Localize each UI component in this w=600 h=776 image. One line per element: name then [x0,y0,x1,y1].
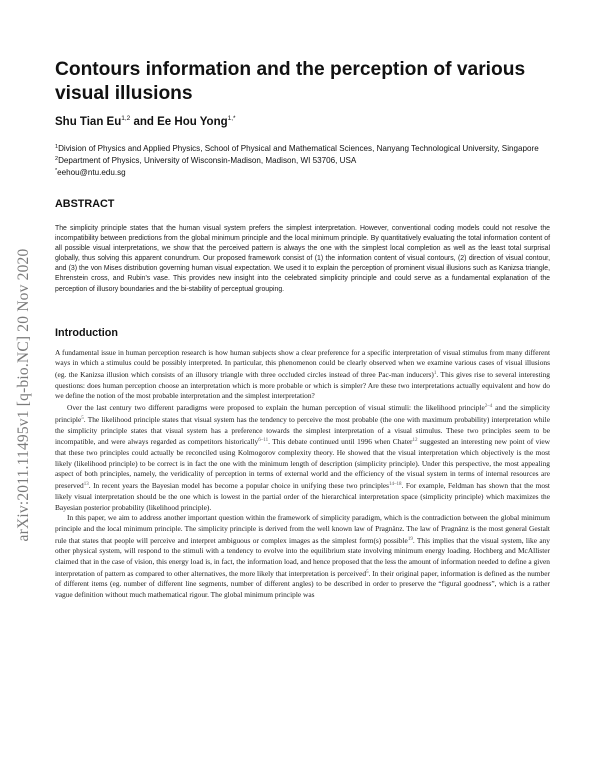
affiliation-marker: 2 [55,156,59,162]
intro-paragraph-3 [55,513,550,601]
paragraph-text: . In their original paper, information is defined as the number of different items (eg. number of different line segments, number of different angles) to be described in order to preserve the “figural goodness”, which is a rather vague definition without much mathematical rigour. The global minimum principle was [55,568,550,600]
citation: 12 [412,438,418,444]
email-text: eehou@ntu.edu.sg [57,168,126,177]
paragraph-text: . This gives rise to several interesting questions: does human perception choose an interpretation which is more probable or which is simpler? Are these two interpretations actually equivalent and how do we define the notion of the most probable interpretation and the simplest interpretation? [55,370,550,401]
paper-page [55,52,550,601]
paper-title: Contours information and the perception of various visual illusions [55,59,526,104]
paragraph-text: In this paper, we aim to address another important question within the framework of simplicity paradigm, which is the contradiction between the global minimum principle and the local minimum principle. The simplicity principle is derived from the well known law of Pragnänz. The law of Pragnänz is the most general Gestalt rule that states that people will perceive and interpret ambiguous or complex images as the simplest form(s) possible [55,513,550,545]
paragraph-text: . In recent years the Bayesian model has become a popular choice in unifying these two principles [88,481,390,491]
author-list [55,115,550,128]
introduction-heading: Introduction [55,326,118,339]
corresponding-email [55,166,550,178]
citation: 14–18 [389,482,402,488]
paragraph-text: A fundamental issue in human perception research is how human subjects show a clear preference for a specific interpretation of visual stimulus from many different ways in which a stimulus could be possibly interpreted. In particular, this phenomenon could be clearly observed when we examine various cases of visual illusions (eg. the Kanizsa illusion which consists of an illusory triangle with three occluded circles instead of three Pac-man inducers) [55,347,550,380]
affiliation-2 [55,154,550,166]
citation: 1 [433,371,437,377]
citation: 5 [81,415,84,421]
paragraph-text: suggested an interesting new point of view that these two principles could actually be reconciled using Kolmogorov complexity theory. He showed that the visual interpretation which objectively is the most likely (likelihood principle) to be correct is in fact the one with the minimum length of description (simplicity principle). Under this perspective, the most appealing aspect of both principles, namely, the veridicality of perception in terms of external world and the efficiency of the visual system in terms of internal resources are preserved [55,437,550,491]
affiliation-1 [55,142,550,154]
affiliation-marker: 1 [55,144,59,150]
citation: 19 [407,536,413,542]
paragraph-text: and the simplicity principle [55,403,550,424]
abstract-heading: ABSTRACT [55,198,115,210]
citation: 6–11 [258,438,269,444]
author-affiliation-marker: 1,* [227,115,236,122]
affiliation-text: Department of Physics, University of Wisconsin-Madison, Madison, WI 53706, USA [58,156,357,165]
affiliation-text: Division of Physics and Applied Physics, School of Physical and Mathematical Sciences, Nanyang Technological University, Singapore [58,144,539,153]
citation: 13 [83,482,89,488]
citation: 5 [366,569,369,575]
paragraph-text: Over the last century two different paradigms were proposed to explain the human perception of visual stimuli: the likelihood principle [67,403,485,413]
author-name: Shu Tian Eu [55,116,122,128]
abstract-text: The simplicity principle states that the human visual system prefers the simplest interpretation. However, conventional coding models could not resolve the incompatibility between predictions from the global minimum principle and the local minimum principle. By quantitatively evaluating the total information content of all possible visual interpretations, we show that the perceived pattern is always the one with the simplest local completion as well as the least total surprisal globally, thus solving this apparent conundrum. Our proposed framework consist of (1) the information content of visual contours, (2) direction of visual contour, and (3) the von Mises distribution governing human visual expectation. We used it to explain the perception of prominent visual illusions such as Kanizsa triangle, Ehrenstein cross, and Rubin's vase. This provides new insight into the celebrated simplicity principle and could serve as a fundamental explanation of the perception of illusory boundaries and the bi-stability of perceptual grouping. [55,225,550,293]
affiliation-marker: * [55,168,58,174]
paragraph-text: . The likelihood principle states that visual system has the tendency to perceive the most probable (the one with maximum probability) interpretation while the simplicity principle states that visual system has a preference towards the simplest interpretation of a visual stimulus. These two principles seem to be incompatible, and were always regarded as competitors historically [55,414,550,447]
arxiv-identifier: arXiv:2011.11495v1 [q-bio.NC] 20 Nov 2020 [15,248,32,542]
intro-paragraph-1 [55,348,550,403]
author-name: Ee Hou Yong [157,116,228,128]
paragraph-text: . This debate continued until 1996 when Chater [268,437,413,447]
paragraph-text: . This implies that the visual system, like any other physical system, will respond to the stimuli with a tendency to evolve into the equilibrium state involving minimum energy loading. Hochberg and McAllister claimed that in the case of vision, this energy load is, in fact, the information load, and hence proposed that the less the amount of information needed to define a given interpretation of pattern as compared to other alternatives, the more likely that interpretation is perceived [55,535,550,578]
citation: 2–4 [484,404,493,410]
author-conjunction: and [130,116,158,128]
author-affiliation-marker: 1,2 [121,115,131,122]
intro-paragraph-2 [55,402,550,513]
paragraph-text: . For example, Feldman has shown that the most likely visual interpretation should be the one which is lowest in the partial order of the hierarchical interpretation space (simplicity principle) which maximizes the Bayesian posterior probability (likelihood principle). [55,481,550,512]
affiliations [55,142,550,178]
